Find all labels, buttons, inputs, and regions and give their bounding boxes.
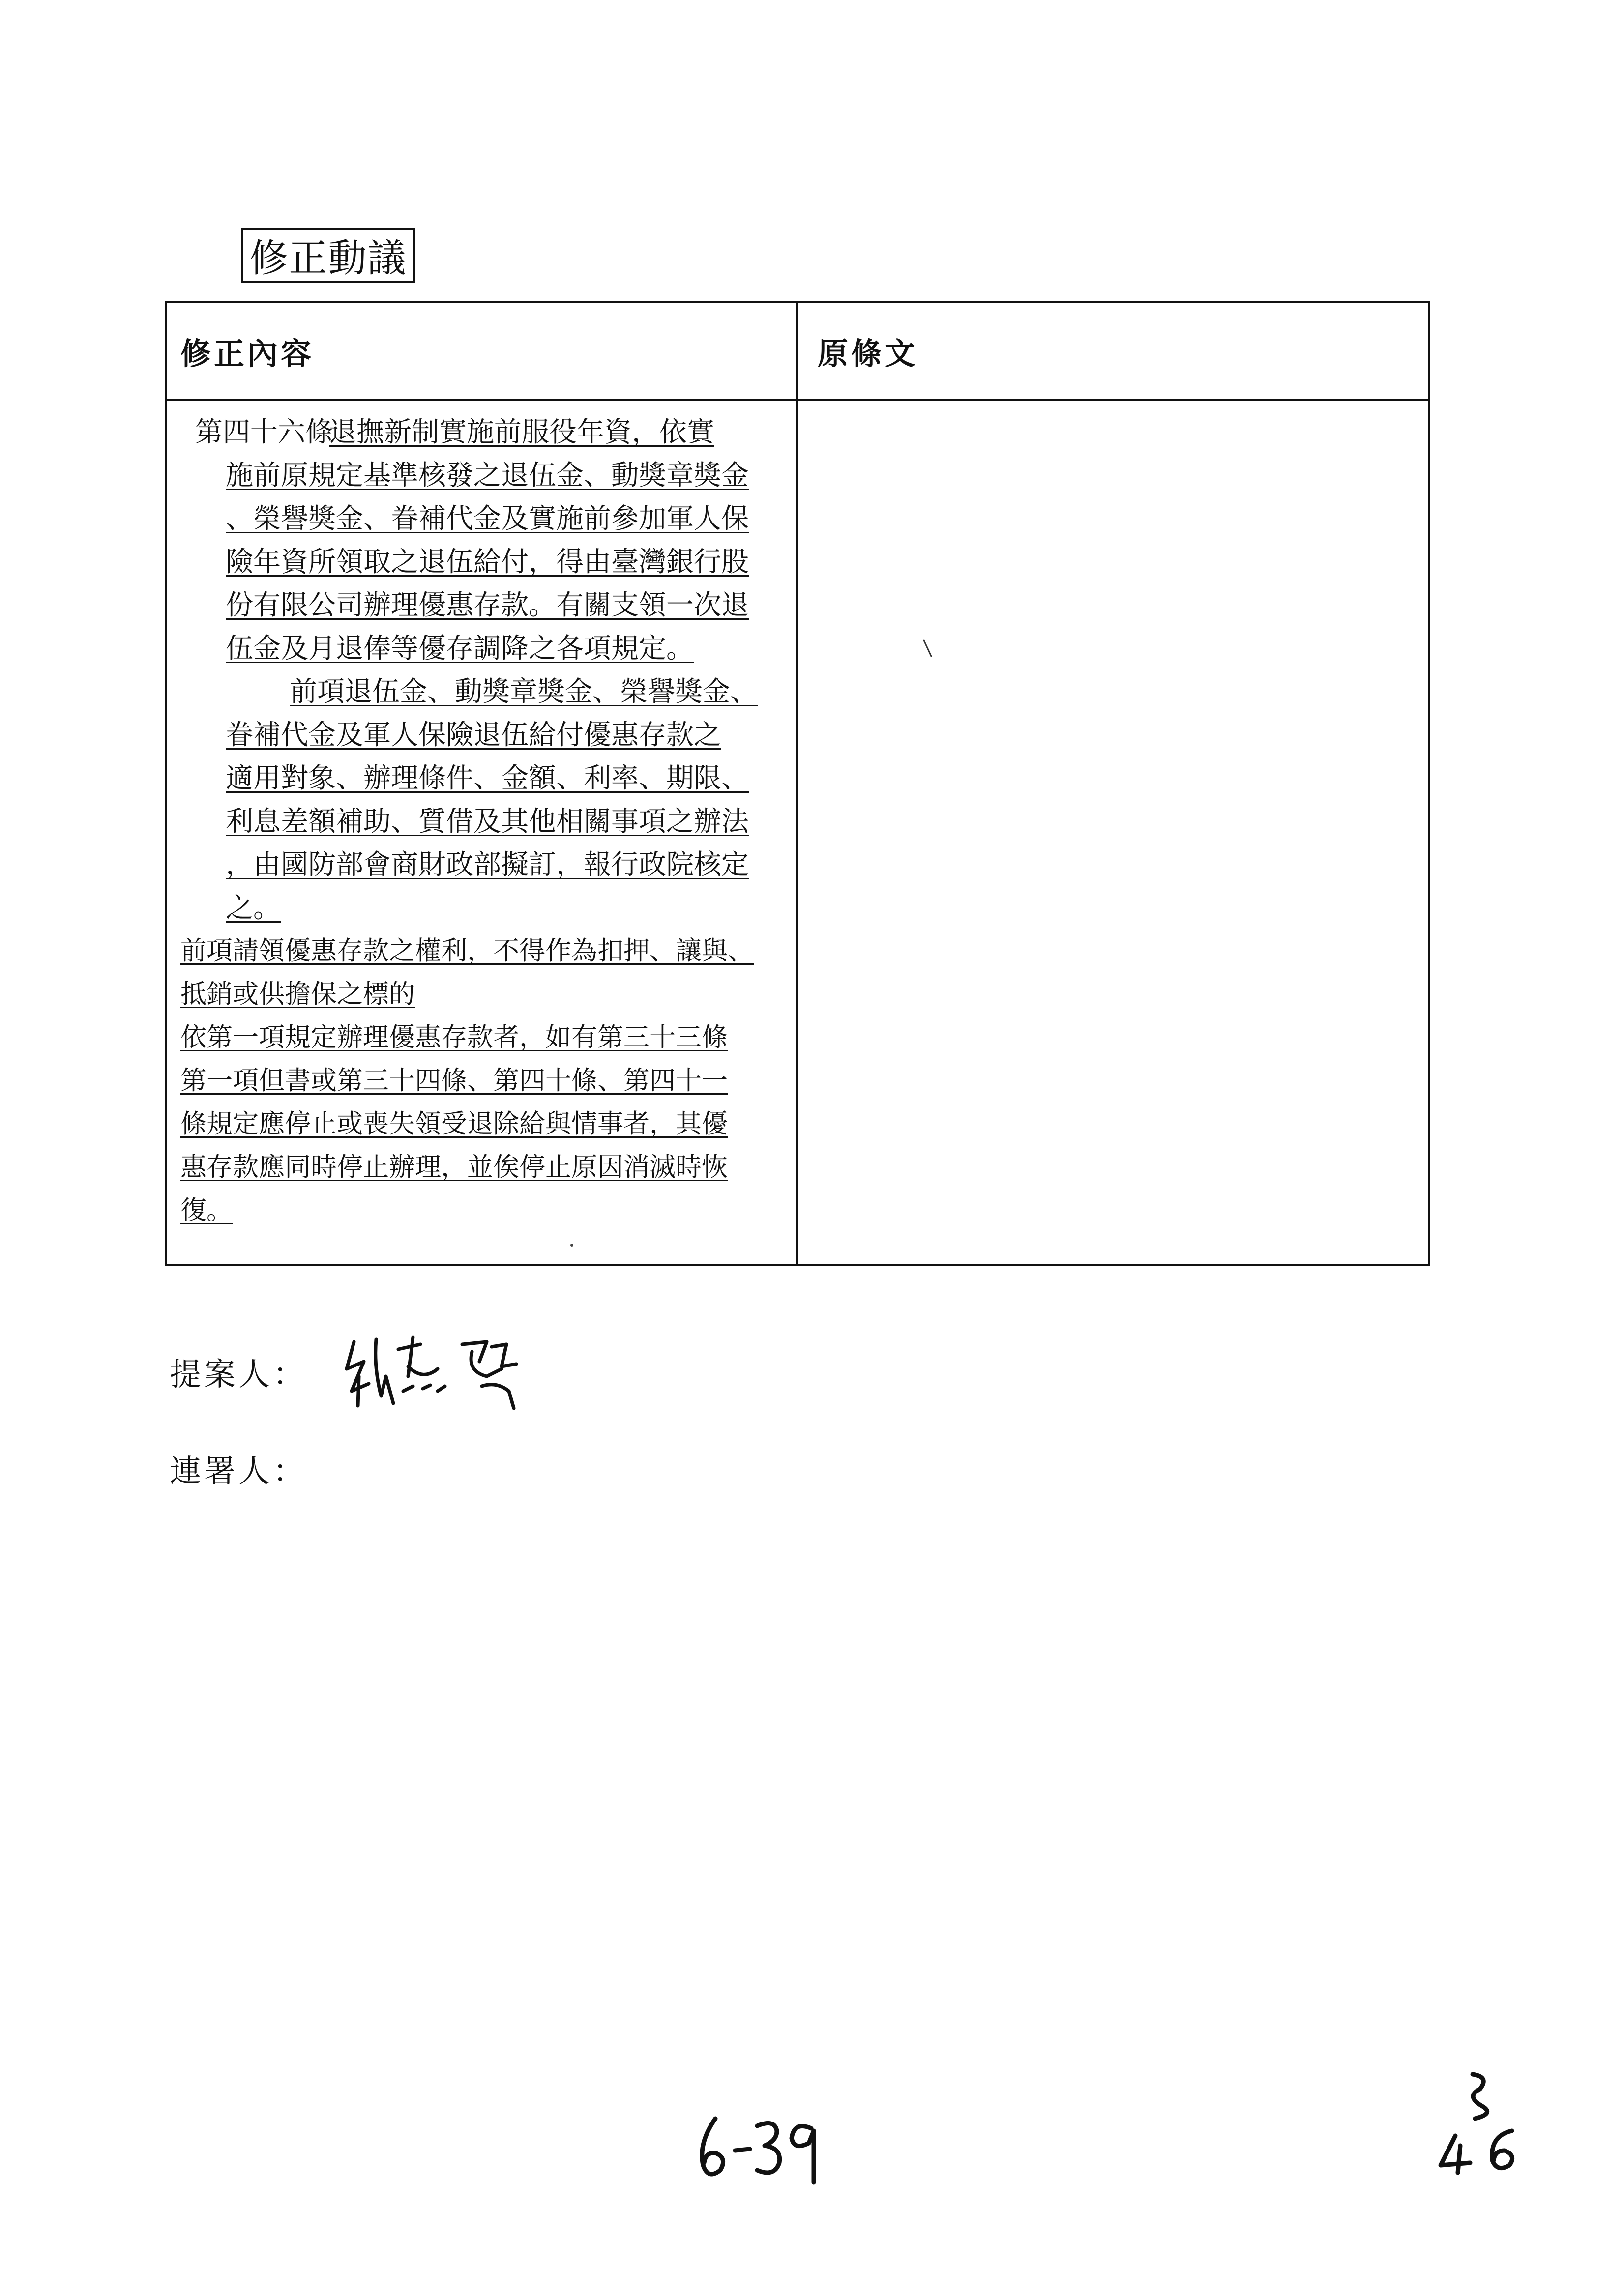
text-line-16: 第一項但書或第三十四條、第四十條、第四十一 [180, 1066, 728, 1096]
document-title: 修正動議 [249, 236, 407, 281]
scan-dot [570, 1244, 573, 1247]
text-line-13: 前項請領優惠存款之權利，不得作為扣押、讓與、 [180, 936, 754, 966]
original-text-cell [798, 401, 1428, 1264]
text-line-10: 利息差額補助、質借及其他相關事項之辦法 [226, 806, 749, 838]
header-original-text-label: 原條文 [818, 335, 918, 372]
text-line-4: 險年資所領取之退伍給付，得由臺灣銀行股 [226, 546, 749, 578]
header-amendment-content [167, 303, 798, 401]
text-line-6: 伍金及月退俸等優存調降之各項規定。 [226, 633, 694, 665]
text-line-17: 條規定應停止或喪失領受退除給與情事者，其優 [180, 1109, 728, 1139]
text-line-1: 退撫新制實施前服役年資，依實 [329, 416, 714, 448]
document-title-box [241, 228, 415, 283]
cosigner-label: 連署人： [170, 1453, 307, 1490]
proposer-label: 提案人： [170, 1357, 307, 1393]
text-line-2: 施前原規定基準核發之退伍金、動獎章獎金 [226, 460, 749, 492]
text-line-11: ，由國防部會商財政部擬訂，報行政院核定 [226, 849, 749, 881]
text-line-9: 適用對象、辦理條件、金額、利率、期限、 [226, 762, 749, 794]
handwritten-corner-mark [1426, 2067, 1534, 2180]
text-line-18: 惠存款應同時停止辦理，並俟停止原因消滅時恢 [180, 1152, 728, 1182]
amendment-table [165, 301, 1430, 1266]
text-line-12: 之。 [226, 892, 281, 924]
text-line-15: 依第一項規定辦理優惠存款者，如有第三十三條 [180, 1022, 728, 1052]
text-line-19: 復。 [180, 1195, 233, 1225]
amendment-content-cell [167, 401, 798, 1264]
text-line-8: 眷補代金及軍人保險退伍給付優惠存款之 [226, 719, 721, 751]
text-line-14: 抵銷或供擔保之標的 [180, 979, 415, 1009]
text-line-5: 份有限公司辦理優惠存款。有關支領一次退 [226, 589, 749, 621]
header-amendment-content-label: 修正內容 [180, 335, 315, 372]
text-line-3: 、榮譽獎金、眷補代金及實施前參加軍人保 [226, 503, 749, 535]
handwritten-signature [339, 1322, 561, 1416]
article-label: 第四十六條 [195, 416, 333, 448]
handwritten-page-number [688, 2109, 826, 2187]
text-line-7: 前項退伍金、動獎章獎金、榮譽獎金、 [290, 676, 758, 708]
header-original-text [798, 303, 1428, 401]
